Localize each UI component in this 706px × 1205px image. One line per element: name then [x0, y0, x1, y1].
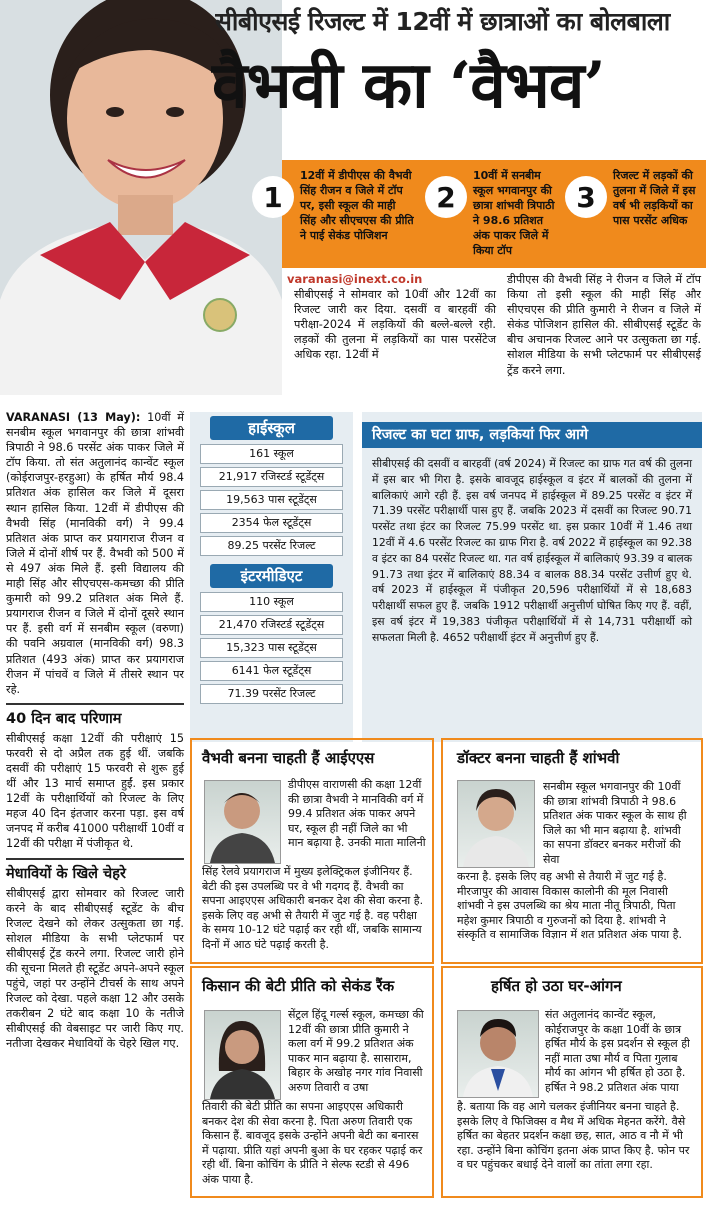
byline-email[interactable]: varanasi@inext.co.in: [287, 272, 423, 286]
story-title: वैभवी बनना चाहती हैं आईएएस: [202, 749, 375, 767]
highlight-text: रिजल्ट में लड़कों की तुलना में जिले में इस वर्ष भी लड़कियों का पास परसेंट अधिक: [613, 169, 696, 227]
story-box-vaibhavi: [190, 738, 434, 964]
person-icon: [458, 1011, 538, 1097]
highlight-point-3: [565, 168, 703, 262]
story-text: सनबीम स्कूल भगवानपुर की 10वीं की छात्रा शांभवी त्रिपाठी ने 98.6 प्रतिशत अंक पाकर स्कूल के साथ ही जिले का भी मान बढ़ाया है. शांभवी का सपना डॉक्टर बनकर मरीजों की सेवा: [543, 780, 687, 866]
dateline: VARANASI (13 May):: [6, 411, 141, 424]
highschool-stat: 161 स्कूल: [200, 444, 343, 464]
story-text: है. बताया कि वह आगे चलकर इंजीनियर बनना चाहते है. इसके लिए वे फिजिक्स व मैथ में अधिक मेहनत करेंगे. वैसे हर्षित का बेहतर प्रदर्शन कक्षा छह, सात, आठ व नौ में भी रहा. उन्होंने बिना कोचिंग इतना अंक प्राप्त किए है. फोन पर व घर पहुंचकर बधाई देने वालों का तांता लगा रहा.: [457, 1100, 690, 1172]
number-badge: 3: [565, 176, 607, 218]
kicker-heading: सीबीएसई रिजल्ट में 12वीं में छात्राओं का बोलबाला: [215, 7, 670, 36]
stats-panel: [190, 412, 353, 742]
story-text: करना है. इसके लिए वह अभी से तैयारी में जुट गई है. मीरजापुर की आवास विकास कालोनी की मूल निवासी शांभवी ने इस उपलब्धि का श्रेय माता नीतू त्रिपाठी, पिता महेश कुमार त्रिपाठी व गुरुजनों को दिया है. शांभवी ने संस्कृति व सामाजिक विज्ञान में शत प्रतिशत अंक पाया है.: [457, 870, 682, 942]
intro-text-right: डीपीएस की वैभवी सिंह ने रीजन व जिले में टॉप किया तो इसी स्कूल की माही सिंह और सीएचएस की प्रीति कुमारी ने रीजन व जिले में सेकंड पोजिशन हासिल की. सीबीएसई स्टूडेंट के बीच अचानक रिजल्ट आने पर उत्सुकता छा गई. सोशल मीडिया के सभी प्लेटफार्म पर सीबीएसई ट्रेंड करने लगा.: [507, 273, 701, 377]
story-box-harshit: [441, 966, 703, 1198]
highlight-point-1: [252, 168, 417, 262]
intermediate-stat: 15,323 पास स्टूडेंट्स: [200, 638, 343, 658]
story-text: डीपीएस वाराणसी की कक्षा 12वीं की छात्रा वैभवी ने मानविकी वर्ग में 99.4 प्रतिशत अंक पाकर अपने घर, स्कूल ही नहीं जिले का भी मान बढ़ाया है. उनकी माता मालिनी: [288, 778, 426, 850]
harshit-photo: [457, 1010, 539, 1098]
story-box-shambhavi: [441, 738, 703, 964]
story-text: तिवारी की बेटी प्रीति का सपना आइएएस अधिकारी बनकर देश की सेवा करना है. पिता अरुण तिवारी एक किसान हैं. बावजूद इसके उन्होंने अपनी बेटी का बनारस में पढ़ाया. प्रीति यहां अपनी बुआ के घर रहकर पढ़ाई कर रही थीं. बिना कोचिंग के प्रीति ने सेल्फ स्टडी से 496 अंक पाया है.: [202, 1100, 423, 1186]
left-para-2: सीबीएसई कक्षा 12वीं की परीक्षाएं 15 फरवरी से दो अप्रैल तक हुई थीं. जबकि दसवीं की परीक्षाएं 15 फरवरी से शुरू हुई थीं और 13 मार्च समाप्त हुईं. इस प्रकार 12वीं के परीक्षार्थियों को रिजल्ट के लिए महज 40 दिन इंतजार करना पड़ा. इस वर्ष जनपद में करीब 41000 परीक्षार्थी 10वीं व 12वीं की परीक्षा में पंजीकृत थे.: [6, 731, 184, 851]
result-graph-title: रिजल्ट का घटा ग्राफ, लड़कियां फिर आगे: [362, 422, 702, 448]
intro-text-left: सीबीएसई ने सोमवार को 10वीं और 12वीं का रिजल्ट जारी कर दिया. दसवीं व बारहवीं की परीक्षा-2024 में लड़कियों की बल्ले-बल्ले रही. लड़कों की तुलना में लड़कियों का पास परसेंटेज अधिक रहा. 12वीं में: [294, 288, 496, 362]
highschool-title: हाईस्कूल: [210, 416, 333, 440]
intermediate-stat: 21,470 रजिस्टर्ड स्टूडेंट्स: [200, 615, 343, 635]
result-graph-text: सीबीएसई की दसवीं व बारहवीं (वर्ष 2024) में रिजल्ट का ग्राफ गत वर्ष की तुलना में इस बार भी गिरा है. इसके बावजूद हाईस्कूल व इंटर में बालकों की तुलना में बालिकाएं आगे रही हैं. इस वर्ष जनपद में हाईस्कूल में 89.25 परसेंट व इंटर में 71.39 परसेंट परीक्षार्थी पास हुए हैं. जबकि 2023 में दसवीं का रिजल्ट 90.71 परसेंट तथा इंटर का रिजल्ट 75.99 परसेंट था. इस प्रकार 10वीं में 1.46 तथा 12वीं में 4.6 परसेंट रिजल्ट का ग्राफ गिरा है. वर्ष 2022 में हाईस्कूल का 92.38 व इंटर का 84 परसेंट रिजल्ट था. गत वर्ष हाईस्कूल में बालिकाएं 93.39 व बालक 91.73 तथा इंटर में बालिकाएं 88.34 व बालक 88.34 परसेंट उत्तीर्ण हुए थे. वर्ष 2023 में हाईस्कूल में पंजीकृत 20,596 परीक्षार्थियों में से 18,683 परीक्षार्थी सफल हुए हैं. जबकि 1912 परीक्षार्थी अनुत्तीर्ण घोषित किए गए हैं. वहीं, इस वर्ष इंटर में 19,383 पंजीकृत परीक्षार्थियों में से 14,731 परीक्षार्थी को सफलता मिली है. 4652 परीक्षार्थी इंटर में अनुत्तीर्ण हुए हैं.: [372, 457, 692, 644]
intermediate-stat: 110 स्कूल: [200, 592, 343, 612]
left-para-1: VARANASI (13 May): 10वीं में सनबीम स्कूल भगवानपुर की छात्रा शांभवी त्रिपाठी ने 98.6 परसेंट अंक पाकर जिले में टॉप किया. तो संत अतुलानंद कान्वेंट स्कूल (कोईराजपुर-हरहुआ) के हर्षित मौर्य 98.4 प्रतिशत अंक हासिल कर जिले में दूसरा स्थान हासिल किया. 12वीं में डीपीएस की वैभवी सिंह (मानविकी वर्ग) ने 99.4 प्रतिशत अंक प्राप्त कर प्रयागराज रीजन व जिले में दोनों शीर्ष पर हैं. वैभवी को 500 में से 497 अंक मिले हैं. इसी विद्यालय की माही सिंह और सीएचएस-कमच्छा की प्रीति कुमारी को 99.2 प्रतिशत अंक मिले हैं. प्रयागराज रीजन व जिले में दोनों दूसरे स्थान पर हैं. इसी वर्ग में सनबीम स्कूल (वरुणा) की पवनि अग्रवाल (मानविकी वर्ग) 98.3 प्रतिशत (493 अंक) प्राप्त कर प्रयागराज रीजन में पांचवें व जिले में तीसरे स्थान पर रहे.: [6, 411, 184, 696]
vaibhavi-photo: [204, 780, 281, 864]
person-icon: [205, 781, 280, 863]
story-text: संत अतुलानंद कान्वेंट स्कूल, कोईराजपुर के कक्षा 10वीं के छात्र हर्षित मौर्य के इस प्रदर्शन से स्कूल ही नहीं माता उषा मौर्य व पिता गुलाब मौर्य का आंगन भी हर्षित हो उठा है. हर्षित ने 98.2 प्रतिशत अंक पाया: [545, 1008, 690, 1094]
number-badge: 2: [425, 176, 467, 218]
main-headline: वैभवी का ‘वैभव’: [212, 48, 605, 123]
intermediate-title: इंटरमीडिएट: [210, 564, 333, 588]
person-icon: [205, 1011, 280, 1099]
highschool-stat: 2354 फेल स्टूडेंट्स: [200, 513, 343, 533]
intermediate-stat: 6141 फेल स्टूडेंट्स: [200, 661, 343, 681]
story-box-preeti: [190, 966, 434, 1198]
subhead-40-days: 40 दिन बाद परिणाम: [6, 703, 184, 728]
shambhavi-photo: [457, 780, 535, 868]
preeti-photo: [204, 1010, 281, 1100]
person-icon: [458, 781, 534, 867]
story-text: सेंट्रल हिंदू गर्ल्स स्कूल, कमच्छा की 12वीं की छात्रा प्रीति कुमारी ने कला वर्ग में 99.2 प्रतिशत अंक पाकर मान बढ़ाया है. सासाराम, बिहार के अखोह नगर गांव निवासी अरुण तिवारी व उषा: [288, 1008, 424, 1094]
number-badge: 1: [252, 176, 294, 218]
highlight-text: 10वीं में सनबीम स्कूल भगवानपुर की छात्रा शांभवी त्रिपाठी ने 98.6 प्रतिशत अंक पाकर जिले में किया टॉप: [473, 169, 555, 257]
subhead-happy-faces: मेधावियों के खिले चेहरे: [6, 858, 184, 883]
intermediate-stat: 71.39 परसेंट रिजल्ट: [200, 684, 343, 704]
highschool-stat: 19,563 पास स्टूडेंट्स: [200, 490, 343, 510]
left-column: [6, 410, 184, 1052]
story-title: किसान की बेटी प्रीति को सेकंड रैंक: [202, 977, 395, 995]
story-title: हर्षित हो उठा घर-आंगन: [491, 977, 622, 995]
left-para-3: सीबीएसई द्वारा सोमवार को रिजल्ट जारी करने के बाद सीबीएसई स्टूडेंट के बीच रिजल्ट देखने को लेकर उत्सुकता छा गई. सोशल मीडिया के सभी प्लेटफार्म पर सीबीएसई ट्रेंड करने लगा. रिजल्ट जारी होने की सूचना मिलते ही स्टूडेंट अपने-अपने स्कूल पहुंचे, जहां पर उन्होंने टीचर्स के साथ अपने रिजल्ट को देखा. पहले कक्षा 12 और उसके तकरीबन 2 घंटे बाद कक्षा 10 के नतीजे सीबीएसई की वेबसाइट पर जारी किए गए. नतीजा देखकर मेधावियों के चेहरे खिल गए.: [6, 886, 184, 1051]
story-title: डॉक्टर बनना चाहती हैं शांभवी: [457, 749, 620, 767]
highlight-text: 12वीं में डीपीएस की वैभवी सिंह रीजन व जिले में टॉप पर, इसी स्कूल की माही सिंह और सीएचएस की प्रीति ने पाई सेकंड पोजिशन: [300, 169, 414, 242]
story-text: सिंह रेलवे प्रयागराज में मुख्य इलेक्ट्रिकल इंजीनियर हैं. बेटी की इस उपलब्धि पर वे भी गदगद हैं. वैभवी का सपना आइएएस अधिकारी बनकर देश की सेवा करना है. इसके लिए वह अभी से तैयारी में जुट गई है. वह परीक्षा के समय 10-12 घंटे पढ़ाई कर रही थीं, जबकि सामान्य दिनों में आठ घंटे पढ़ाई करती है.: [202, 865, 424, 951]
highschool-stat: 21,917 रजिस्टर्ड स्टूडेंट्स: [200, 467, 343, 487]
highlight-point-2: [425, 168, 560, 262]
result-graph-panel: [362, 412, 702, 742]
highschool-stat: 89.25 परसेंट रिजल्ट: [200, 536, 343, 556]
